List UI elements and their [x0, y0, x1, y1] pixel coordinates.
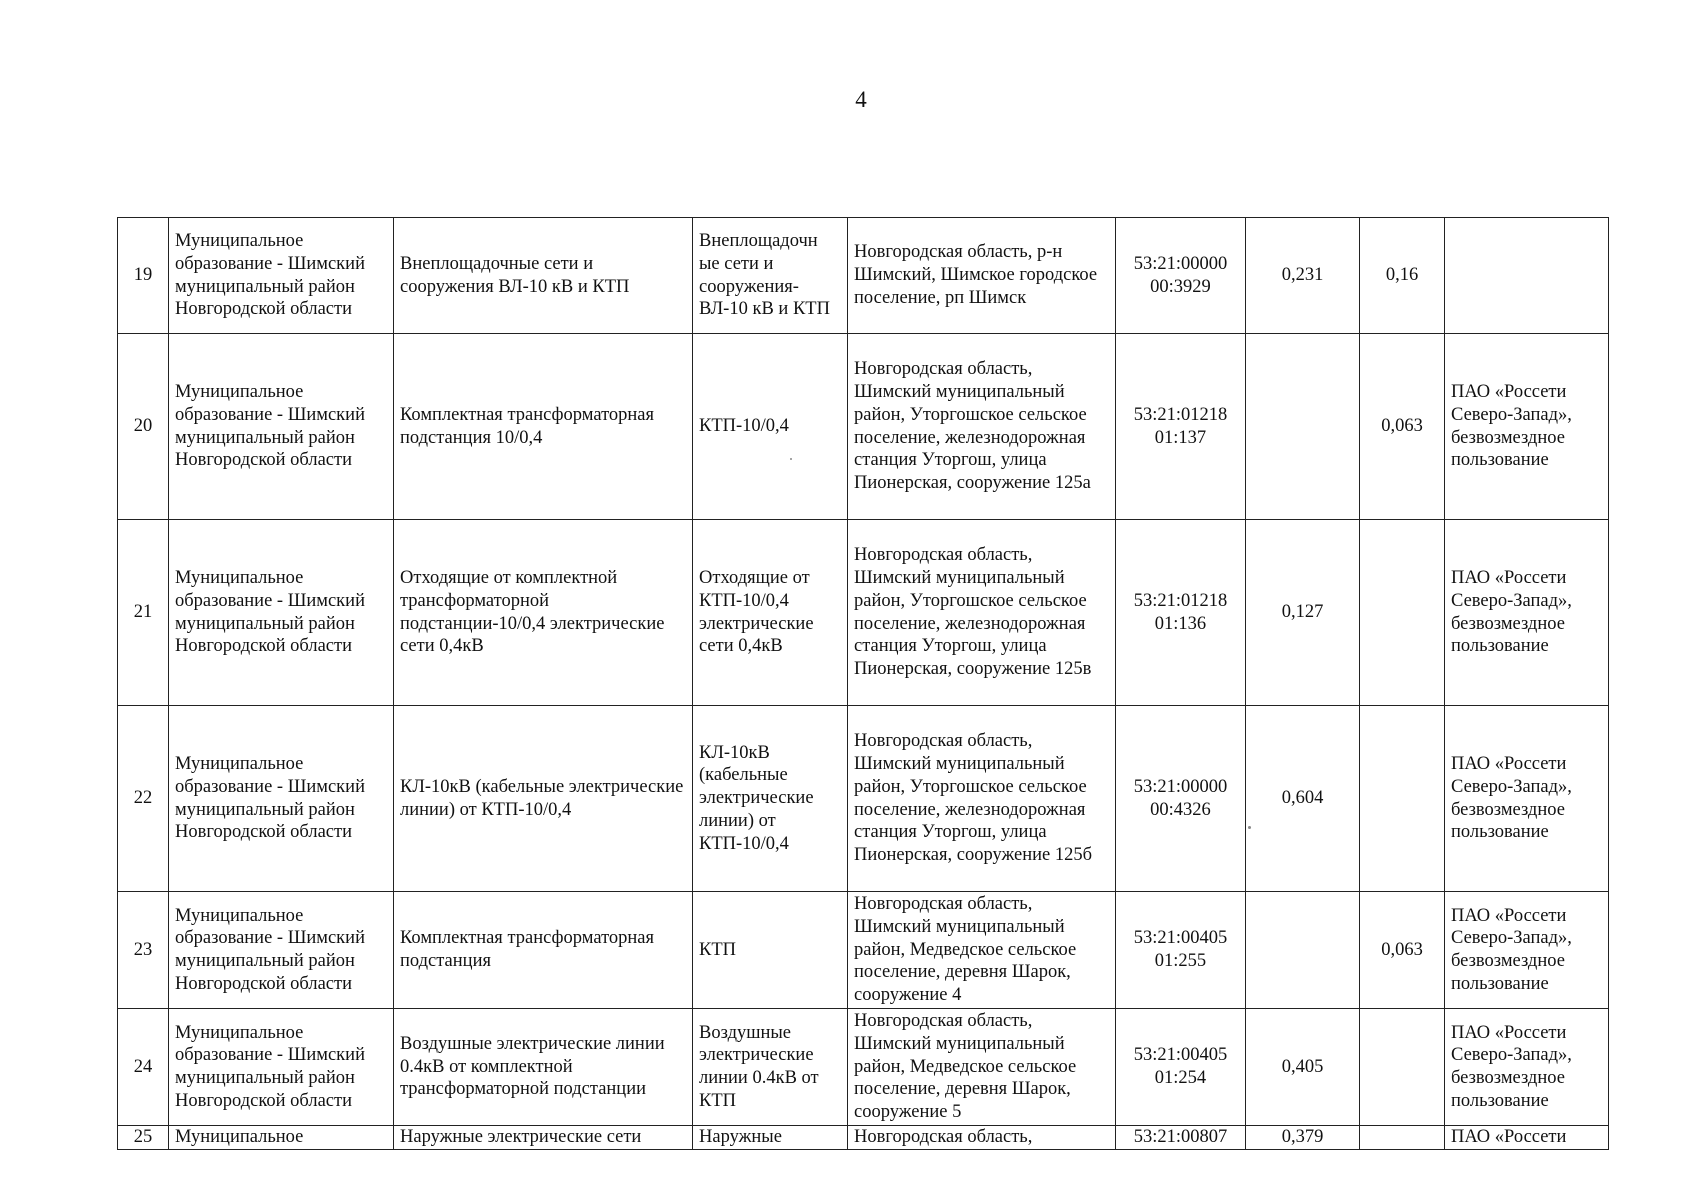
holder-cell: ПАО «Россети [1445, 1126, 1609, 1150]
value-2-cell [1360, 520, 1445, 706]
row-number: 19 [118, 218, 169, 334]
object-name-cell: Воздушные электрические линии 0.4кВ от комплектной трансформаторной подстанции [394, 1009, 693, 1126]
row-number: 21 [118, 520, 169, 706]
cadastral-number-cell: 53:21:00000 00:4326 [1116, 706, 1246, 892]
value-1-cell: 0,405 [1246, 1009, 1360, 1126]
object-short-name-cell: КЛ-10кВ (кабельные электрические линии) от КТП-10/0,4 [693, 706, 848, 892]
scan-speck [790, 458, 792, 460]
value-1-cell: 0,379 [1246, 1126, 1360, 1150]
value-1-cell [1246, 892, 1360, 1009]
value-2-cell: 0,063 [1360, 334, 1445, 520]
object-name-cell: Комплектная трансформаторная подстанция [394, 892, 693, 1009]
cadastral-number-cell: 53:21:00405 01:254 [1116, 1009, 1246, 1126]
table-row [118, 1126, 1609, 1150]
holder-cell: ПАО «Россети Северо-Запад», безвозмездное пользование [1445, 1009, 1609, 1126]
address-cell: Новгородская область, [848, 1126, 1116, 1150]
table-row [118, 706, 1609, 892]
holder-cell [1445, 218, 1609, 334]
cadastral-number-cell: 53:21:00807 [1116, 1126, 1246, 1150]
scan-speck [1248, 826, 1251, 829]
value-2-cell: 0,16 [1360, 218, 1445, 334]
owner-cell: Муниципальное образование - Шимский муниципальный район Новгородской области [169, 1009, 394, 1126]
object-short-name-cell: КТП [693, 892, 848, 1009]
table-row [118, 218, 1609, 334]
object-short-name-cell: Наружные [693, 1126, 848, 1150]
address-cell: Новгородская область, Шимский муниципальный район, Медведское сельское поселение, деревня Шарок, сооружение 4 [848, 892, 1116, 1009]
value-1-cell: 0,231 [1246, 218, 1360, 334]
value-1-cell [1246, 334, 1360, 520]
object-short-name-cell: КТП-10/0,4 [693, 334, 848, 520]
object-short-name-cell: Отходящие от КТП-10/0,4 электрические сети 0,4кВ [693, 520, 848, 706]
object-name-cell: КЛ-10кВ (кабельные электрические линии) от КТП-10/0,4 [394, 706, 693, 892]
address-cell: Новгородская область, р-н Шимский, Шимское городское поселение, рп Шимск [848, 218, 1116, 334]
value-2-cell [1360, 1009, 1445, 1126]
value-2-cell [1360, 1126, 1445, 1150]
holder-cell: ПАО «Россети Северо-Запад», безвозмездное пользование [1445, 706, 1609, 892]
table-row [118, 520, 1609, 706]
address-cell: Новгородская область, Шимский муниципальный район, Уторгошское сельское поселение, железнодорожная станция Уторгош, улица Пионерская, сооружение 125в [848, 520, 1116, 706]
value-2-cell [1360, 706, 1445, 892]
owner-cell: Муниципальное образование - Шимский муниципальный район Новгородской области [169, 334, 394, 520]
object-short-name-cell: Внеплощадочн ые сети и сооружения-ВЛ-10 кВ и КТП [693, 218, 848, 334]
object-name-cell: Внеплощадочные сети и сооружения ВЛ-10 кВ и КТП [394, 218, 693, 334]
object-name-cell: Отходящие от комплектной трансформаторной подстанции-10/0,4 электрические сети 0,4кВ [394, 520, 693, 706]
address-cell: Новгородская область, Шимский муниципальный район, Медведское сельское поселение, деревня Шарок, сооружение 5 [848, 1009, 1116, 1126]
value-1-cell: 0,127 [1246, 520, 1360, 706]
table-row [118, 1009, 1609, 1126]
table-row [118, 892, 1609, 1009]
cadastral-number-cell: 53:21:01218 01:136 [1116, 520, 1246, 706]
value-1-cell: 0,604 [1246, 706, 1360, 892]
holder-cell: ПАО «Россети Северо-Запад», безвозмездное пользование [1445, 892, 1609, 1009]
cadastral-number-cell: 53:21:01218 01:137 [1116, 334, 1246, 520]
object-name-cell: Комплектная трансформаторная подстанция 10/0,4 [394, 334, 693, 520]
owner-cell: Муниципальное образование - Шимский муниципальный район Новгородской области [169, 892, 394, 1009]
address-cell: Новгородская область, Шимский муниципальный район, Уторгошское сельское поселение, железнодорожная станция Уторгош, улица Пионерская, сооружение 125а [848, 334, 1116, 520]
row-number: 20 [118, 334, 169, 520]
object-short-name-cell: Воздушные электрические линии 0.4кВ от КТП [693, 1009, 848, 1126]
owner-cell: Муниципальное образование - Шимский муниципальный район Новгородской области [169, 520, 394, 706]
cadastral-number-cell: 53:21:00405 01:255 [1116, 892, 1246, 1009]
owner-cell: Муниципальное образование - Шимский муниципальный район Новгородской области [169, 706, 394, 892]
owner-cell: Муниципальное образование - Шимский муниципальный район Новгородской области [169, 218, 394, 334]
row-number: 24 [118, 1009, 169, 1126]
row-number: 23 [118, 892, 169, 1009]
value-2-cell: 0,063 [1360, 892, 1445, 1009]
object-name-cell: Наружные электрические сети [394, 1126, 693, 1150]
property-registry-table [117, 217, 1609, 1150]
cadastral-number-cell: 53:21:00000 00:3929 [1116, 218, 1246, 334]
owner-cell: Муниципальное [169, 1126, 394, 1150]
holder-cell: ПАО «Россети Северо-Запад», безвозмездное пользование [1445, 520, 1609, 706]
page-number: 4 [855, 87, 867, 112]
row-number: 22 [118, 706, 169, 892]
row-number: 25 [118, 1126, 169, 1150]
holder-cell: ПАО «Россети Северо-Запад», безвозмездное пользование [1445, 334, 1609, 520]
table-row [118, 334, 1609, 520]
address-cell: Новгородская область, Шимский муниципальный район, Уторгошское сельское поселение, железнодорожная станция Уторгош, улица Пионерская, сооружение 125б [848, 706, 1116, 892]
